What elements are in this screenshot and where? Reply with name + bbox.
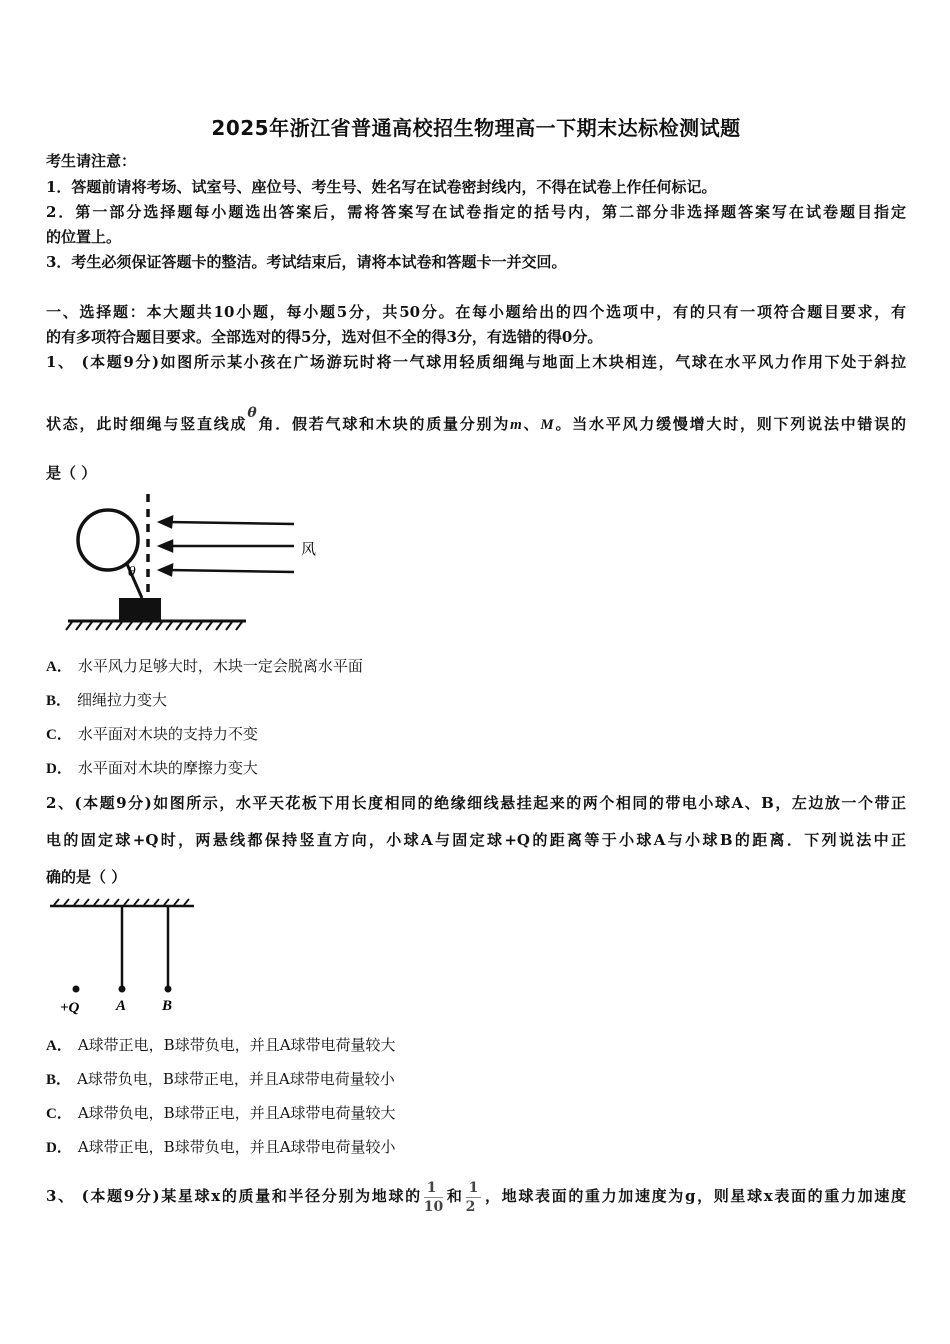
q3-fraction-2	[466, 1179, 482, 1216]
q3-stem-line1	[46, 1176, 906, 1216]
notice-heading: 考生请注意：	[46, 152, 137, 170]
q1-option-a-text: 水平风力足够大时，木块一定会脱离水平面	[77, 657, 363, 675]
q2-stem-line1: 2、(本题9分)如图所示，水平天花板下用长度相同的绝缘细线悬挂起来的两个相同的带电小球A、B，左边放一个带正	[46, 794, 906, 812]
q1-option-d-text: 水平面对木块的摩擦力变大	[77, 759, 258, 777]
ball-a	[119, 986, 126, 993]
q3-fraction-1-den: 10	[423, 1198, 444, 1215]
q1-stem-line2-a: 状态，此时细绳与竖直线成	[46, 415, 248, 433]
wind-label: 风	[301, 540, 317, 558]
q2-option-b[interactable]	[46, 1069, 395, 1090]
q1-option-a-key: A．	[46, 659, 72, 675]
q2-option-c[interactable]	[46, 1103, 396, 1124]
q2-option-c-text: A球带负电，B球带正电，并且A球带电荷量较大	[77, 1104, 396, 1122]
q1-option-c-text: 水平面对木块的支持力不变	[77, 725, 258, 743]
q3-fraction-2-num: 1	[466, 1179, 482, 1198]
q1-option-b-text: 细绳拉力变大	[77, 691, 168, 709]
q1-stem-line3: 是（ ）	[46, 464, 97, 482]
q1-stem-line2-c: 。当水平风力缓慢增大时，则下列说法中错误的	[553, 415, 906, 433]
q1-option-b[interactable]	[46, 690, 167, 711]
q1-mass-m: m	[510, 417, 522, 433]
label-q: +Q	[60, 1000, 80, 1016]
q3-stem-post: ，地球表面的重力加速度为g，则星球x表面的重力加速度	[483, 1187, 906, 1205]
q1-mass-M: M	[540, 417, 554, 433]
q2-option-a-text: A球带正电，B球带负电，并且A球带电荷量较大	[77, 1036, 396, 1054]
section-intro-line1: 一、选择题：本大题共10小题，每小题5分，共50分。在每小题给出的四个选项中，有的只有一项符合题目要求，有	[46, 303, 906, 321]
q1-stem-line2-b: 角．假若气球和木块的质量分别为	[256, 415, 511, 433]
q1-stem-line1: 1、 (本题9分)如图所示某小孩在广场游玩时将一气球用轻质细绳与地面上木块相连，气球在水平风力作用下处于斜拉	[46, 353, 906, 371]
q3-stem-pre: 3、 (本题9分)某星球x的质量和半径分别为地球的	[46, 1187, 422, 1205]
q3-fraction-1	[424, 1179, 443, 1216]
q2-option-b-key: B．	[46, 1072, 72, 1088]
q3-fraction-2-den: 2	[465, 1198, 476, 1215]
q2-option-d-text: A球带正电，B球带负电，并且A球带电荷量较小	[77, 1138, 396, 1156]
q2-option-a[interactable]	[46, 1035, 396, 1056]
notice-item-3: 3．考生必须保证答题卡的整洁。考试结束后，请将本试卷和答题卡一并交回。	[46, 253, 567, 271]
notice-item-2: 2．第一部分选择题每小题选出答案后，需将答案写在试卷指定的括号内，第二部分非选择题答案写在试卷题目指定	[46, 203, 906, 221]
q2-option-b-text: A球带负电，B球带正电，并且A球带电荷量较小	[77, 1070, 395, 1088]
q1-theta-symbol: θ	[247, 405, 257, 421]
q2-stem-line3: 确的是（ ）	[46, 868, 127, 886]
q1-mass-sep: 、	[521, 415, 541, 433]
q2-option-c-key: C．	[46, 1106, 72, 1122]
q1-option-d[interactable]	[46, 758, 258, 779]
q3-fraction-1-num: 1	[424, 1179, 443, 1198]
q2-option-a-key: A．	[46, 1038, 72, 1054]
page-title: 2025年浙江省普通高校招生物理高一下期末达标检测试题	[211, 116, 741, 140]
q1-balloon-figure	[64, 490, 317, 638]
label-a: A	[116, 998, 127, 1014]
q3-stem-mid: 和	[445, 1187, 464, 1205]
q1-option-a[interactable]	[46, 656, 363, 677]
q2-stem-line2: 电的固定球+Q时，两悬线都保持竖直方向，小球A与固定球+Q的距离等于小球A与小球B的距离．下列说法中正	[46, 831, 906, 849]
wooden-block	[119, 598, 161, 620]
fixed-ball-q	[73, 986, 80, 993]
q1-stem-line2	[46, 405, 906, 435]
q2-option-d[interactable]	[46, 1137, 396, 1158]
notice-item-1: 1．答题前请将考场、试室号、座位号、考生号、姓名写在试卷密封线内，不得在试卷上作任何标记。	[46, 178, 717, 196]
exam-page	[46, 0, 906, 1344]
wind-arrows	[160, 517, 294, 575]
q1-option-c[interactable]	[46, 724, 258, 745]
angle-label: θ	[128, 565, 136, 580]
ball-b	[165, 986, 172, 993]
q2-option-d-key: D．	[46, 1140, 72, 1156]
balloon-circle	[78, 510, 138, 570]
q2-charged-balls-figure	[48, 896, 198, 1020]
label-b: B	[162, 998, 173, 1014]
q1-option-c-key: C．	[46, 727, 72, 743]
section-intro-line2: 的有多项符合题目要求。全部选对的得5分，选对但不全的得3分，有选错的得0分。	[46, 328, 603, 346]
ceiling-hatching	[54, 899, 189, 905]
ground-hatching	[66, 622, 242, 630]
notice-item-2-cont: 的位置上。	[46, 228, 122, 246]
q1-option-d-key: D．	[46, 761, 72, 777]
q1-option-b-key: B．	[46, 693, 72, 709]
